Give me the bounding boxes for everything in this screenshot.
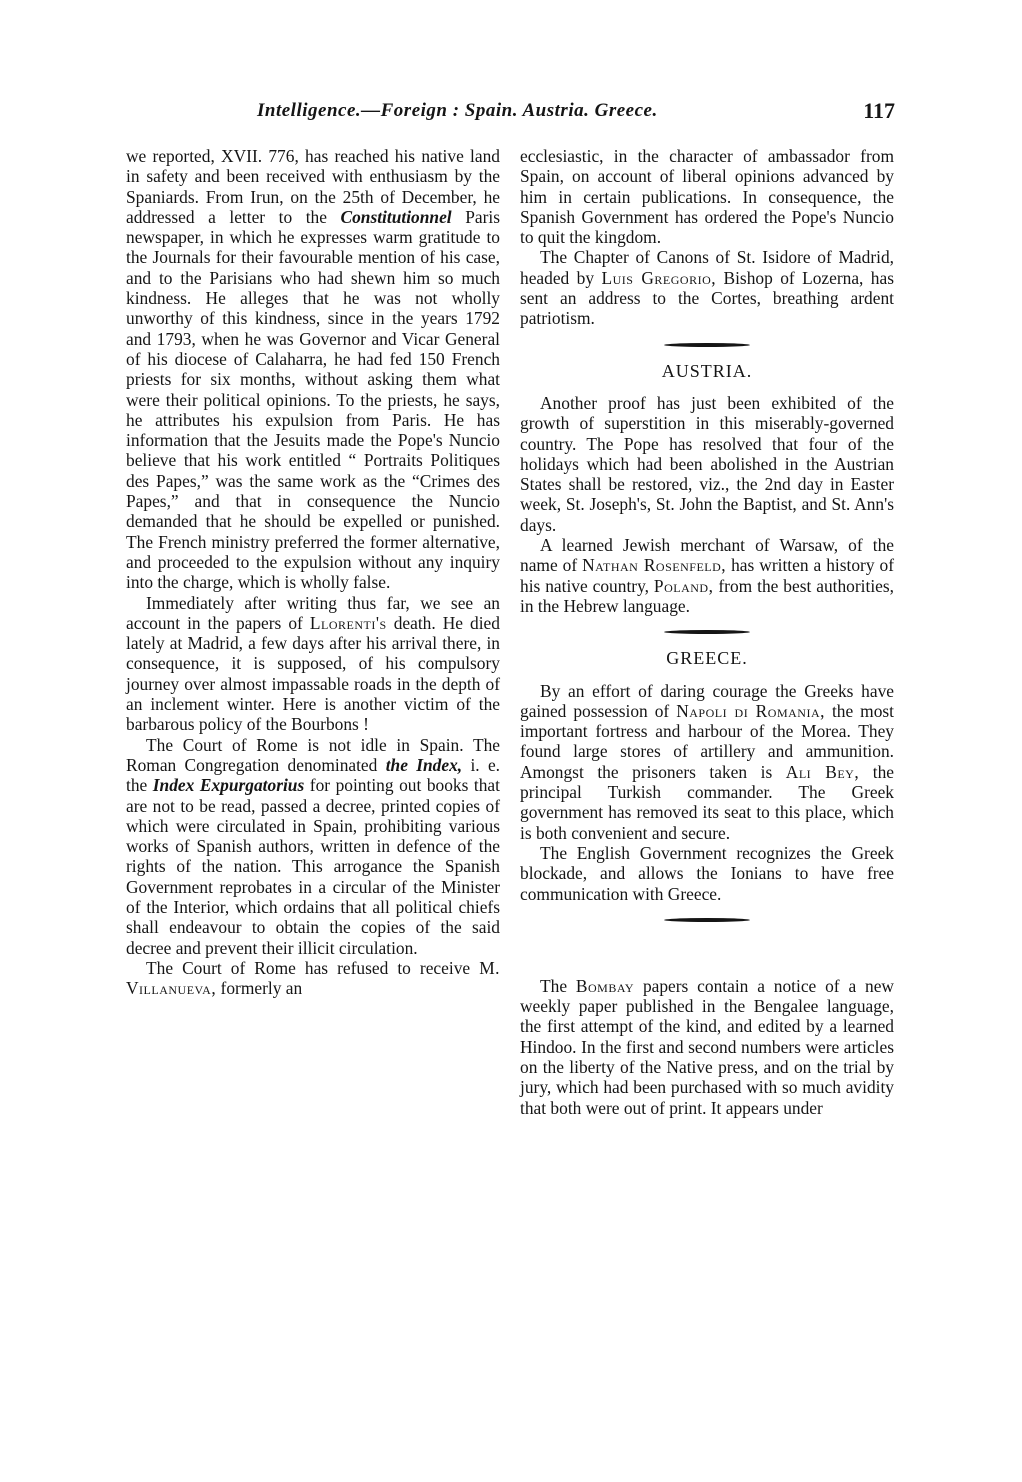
paragraph-llorenti-letter: we reported, XVII. 776, has reached his native land in safety and been received with enthusiasm by the Spaniards. From Irun, on the 25th of December, he addressed a letter to the Constitutionnel Paris newspaper, in which he expresses warm gratitude to the Journals for their favourable mention of his case, and to the Parisians who had shewn him so much kindness. He alleges that he was not wholly unworthy of this kindness, since in the years 1792 and 1793, when he was Governor and Vicar General of his diocese of Calaharra, he had fed 150 French priests for six months, without asking them what were their political opinions. To the priests, he says, he attributes his expulsion from Paris. He has information that the Jesuits made the Pope's Nuncio believe that his work entitled “ Portraits Politiques des Papes,” was the same work as the “Crimes des Papes,” and that in consequence the Nuncio demanded that he should be expelled or punished. The French ministry preferred the former alternative, and proceeded to the expulsion without any inquiry into the charge, which is wholly false. [126, 146, 500, 593]
left-column [126, 146, 500, 998]
paragraph-court-of-rome: The Court of Rome is not idle in Spain. The Roman Congregation denominated the Index, i. e. the Index Expurgatorius for pointing out books that are not to be read, passed a decree, printed copies of which were circulated in Spain, prohibiting various works of Spanish authors, written in defence of the rights of the nation. This arrogance the Spanish Government reprobates in a circular of the Minister of the Interior, which ordains that all political chiefs shall endeavour to obtain the copies of the said decree and prevent their illicit circulation. [126, 734, 501, 958]
newspaper-title: Constitutionnel [340, 206, 452, 227]
paragraph-nuncio: ecclesiastic, in the character of ambassador from Spain, on account of liberal opinions advanced by him in certain publications. In consequence, the Spanish Government has ordered the Pope's Nuncio to quit the kingdom. [520, 146, 894, 248]
paragraph-bombay-papers: The Bombay papers contain a notice of a new weekly paper published in the Bengalee language, the first attempt of the kind, and edited by a learned Hindoo. In the first and second numbers were articles on the liberty of the Native press, and on the trial by jury, which had been purchased with so much avidity that both were out of print. It appears under [520, 975, 894, 1118]
running-head-title: Intelligence.—Foreign : Spain. Austria. Greece. [257, 100, 658, 121]
name-llorenti: Llorenti's [309, 612, 387, 633]
section-divider [664, 343, 750, 347]
running-head [125, 100, 895, 132]
section-divider [664, 918, 750, 922]
name-villanueva: M. Villanueva, [126, 957, 500, 999]
heading-greece: GREECE. [666, 648, 748, 669]
heading-austria: AUSTRIA. [661, 360, 753, 381]
paragraph-rosenfeld: A learned Jewish merchant of Warsaw, of the name of Nathan Rosenfeld, has written a history of his native country, Poland, from the best authorities, in the Hebrew language. [520, 535, 894, 616]
right-column [520, 146, 894, 1118]
paragraph-canons: The Chapter of Canons of St. Isidore of Madrid, headed by Luis Gregorio, Bishop of Lozerna, has sent an address to the Cortes, breathing ardent patriotism. [520, 247, 894, 329]
page-number: 117 [863, 98, 895, 123]
paragraph-villanueva: The Court of Rome has refused to receive M. Villanueva, formerly an [126, 957, 500, 999]
section-divider [664, 630, 750, 634]
paragraph-llorenti-death: Immediately after writing thus far, we see an account in the papers of Llorenti's death. He died lately at Madrid, a few days after his arrival there, in consequence, it is supposed, of his compulsory journey over almost impassable roads in the depth of an inclement winter. Here is another victim of the barbarous policy of the Bourbons ! [126, 592, 500, 735]
paragraph-greek-blockade: The English Government recognizes the Greek blockade, and allows the Ionians to have free communication with Greece. [520, 842, 894, 904]
paragraph-greece-napoli: By an effort of daring courage the Greeks have gained possession of Napoli di Romania, the most important fortress and harbour of the Morea. They found large stores of artillery and ammunition. Amongst the prisoners taken is Ali Bey, the principal Turkish commander. The Greek government has removed its seat to this place, which is both convenient and secure. [520, 680, 894, 843]
paragraph-austria-holidays: Another proof has just been exhibited of the growth of superstition in this miserably-governed country. The Pope has resolved that four of the holidays which had been abolished in the Austrian States shall be restored, viz., the 2nd day in Easter week, St. Joseph's, St. John the Baptist, and St. Ann's days. [520, 392, 894, 535]
